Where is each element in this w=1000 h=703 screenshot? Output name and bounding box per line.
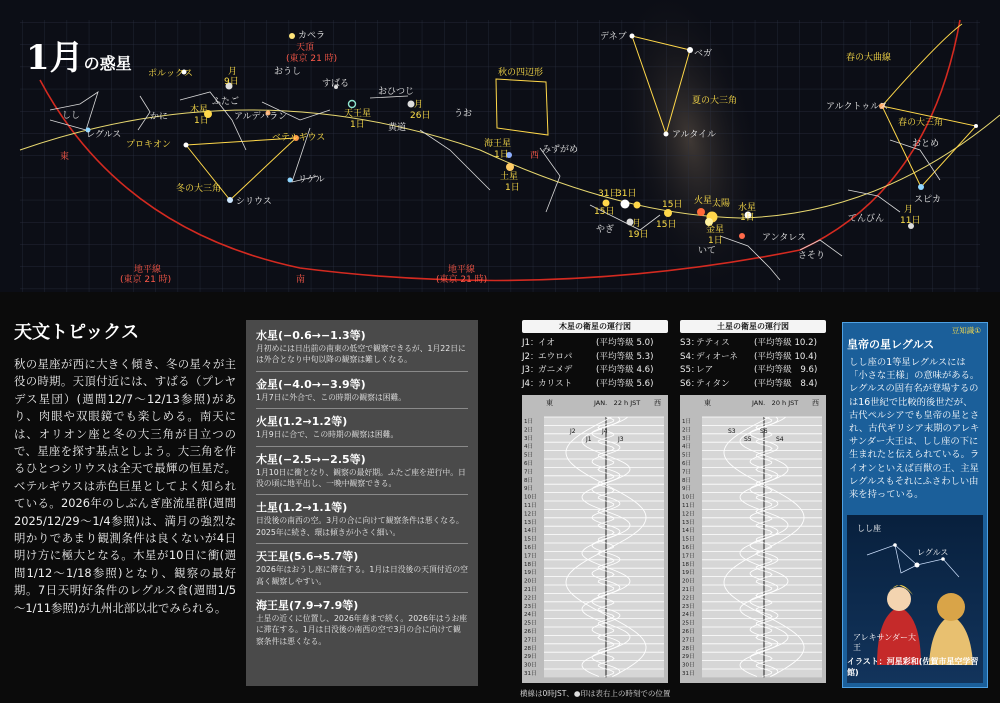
- label-sagittarius: いて: [698, 246, 717, 256]
- day-label: 11日: [524, 503, 537, 510]
- label-sirius: シリウス: [236, 197, 272, 207]
- label-arcturus: アルクトゥルス: [826, 102, 888, 112]
- moon-name: ガニメデ: [538, 365, 573, 376]
- illu-label-regulus: レグルス: [917, 548, 949, 557]
- day-label: 1日: [524, 419, 533, 426]
- jupiter-orbit-chart: [522, 395, 668, 683]
- label-sun: 太陽: [712, 199, 731, 209]
- day-label: 14日: [524, 528, 537, 535]
- day-label: 30日: [524, 662, 537, 669]
- map-title: [26, 30, 132, 79]
- moon-mag: (平均等級 10.2): [754, 338, 817, 348]
- day-label: 5日: [524, 452, 533, 459]
- day-label: 29日: [524, 654, 537, 661]
- trivia-heading: 皇帝の星レグルス: [847, 338, 935, 351]
- east-label: 東: [704, 399, 711, 408]
- saturn-moons-heading: 土星の衛星の運行図: [680, 320, 826, 333]
- label-autumn-square: 秋の四辺形: [498, 68, 544, 78]
- planet-name: 金星(−4.0→−3.9等): [256, 377, 366, 391]
- day-label: 20日: [682, 578, 695, 585]
- label-moon-9: 月: [228, 67, 238, 77]
- label-moon-11: 月: [904, 205, 914, 215]
- day-label: 24日: [682, 612, 695, 619]
- day-label: 31日: [682, 671, 695, 678]
- day-label: 12日: [682, 511, 695, 518]
- label-horizon-right: 地平線: [448, 265, 476, 275]
- moon-tag: J1: [586, 436, 592, 444]
- illu-label-alexander: アレキサンダー大王: [853, 633, 916, 652]
- moon-tag: S4: [776, 436, 784, 444]
- planet-desc: 1月9日に合で、この時期の観察は困難。: [256, 430, 399, 440]
- planet-desc: 1月7日に外合で、この時期の観察は困難。: [256, 392, 407, 402]
- day-label: 13日: [682, 520, 695, 527]
- day-label: 9日: [524, 486, 533, 493]
- day-label: 28日: [682, 646, 695, 653]
- day-label: 28日: [524, 646, 537, 653]
- moon-key: S5：: [680, 365, 700, 376]
- moon-mag: (平均等級 5.3): [596, 351, 654, 362]
- day-label: 21日: [524, 587, 537, 594]
- day-label: 14日: [682, 528, 695, 535]
- label-venus: 金星: [706, 225, 725, 235]
- label-15-b: 15日: [594, 207, 615, 217]
- day-label: 27日: [682, 637, 695, 644]
- moon-tag: S5: [744, 436, 752, 444]
- label-winter-triangle: 冬の大三角: [176, 184, 222, 194]
- label-summer-triangle: 夏の大三角: [692, 96, 738, 106]
- moon-legend-row: [522, 351, 668, 365]
- label-betelgeuse: ベテルギウス: [272, 133, 326, 143]
- moon-legend-row: [522, 378, 668, 392]
- day-label: 5日: [682, 452, 691, 459]
- day-label: 27日: [524, 637, 537, 644]
- label-venus-date: 1日: [708, 236, 723, 246]
- day-label: 26日: [524, 629, 537, 636]
- day-label: 11日: [682, 503, 695, 510]
- label-zenith: 天頂: [296, 43, 315, 53]
- astronomy-topics: [14, 318, 236, 617]
- day-label: 22日: [524, 595, 537, 602]
- label-uranus-date: 1日: [350, 120, 365, 130]
- moon-key: S3：: [680, 338, 700, 348]
- day-label: 10日: [682, 494, 695, 501]
- label-vega: ベガ: [694, 49, 713, 59]
- moon-name: レア: [696, 365, 714, 376]
- label-jupiter-date: 1日: [194, 116, 209, 126]
- planet-entry: [256, 447, 468, 496]
- moon-mag: (平均等級 8.4): [754, 378, 818, 389]
- label-mercury-date: 1日: [740, 213, 755, 223]
- label-taurus: おうし: [274, 67, 302, 77]
- moon-legend-row: [680, 378, 826, 392]
- label-saturn-date: 1日: [505, 183, 520, 193]
- jupiter-moons-heading: 木星の衛星の運行図: [522, 320, 668, 333]
- planet-desc: 月初めには日出前の南東の低空で観察できるが、1月22日には外合となり中旬以降の観察は難しくなる。: [256, 344, 466, 365]
- moon-tag: J3: [618, 436, 624, 444]
- day-label: 8日: [524, 478, 533, 485]
- label-ecliptic: 黄道: [388, 123, 407, 133]
- label-moon-11-date: 11日: [900, 216, 921, 226]
- label-moon-26-date: 26日: [410, 111, 431, 121]
- time-label: JAN. 20 h JST: [752, 399, 799, 408]
- label-aldebaran: アルデバラン: [234, 112, 288, 122]
- moon-key: J1：: [522, 338, 539, 348]
- jupiter-moons-plot: [522, 395, 668, 683]
- label-gemini: ふたご: [212, 97, 240, 107]
- label-regulus: レグルス: [86, 130, 122, 140]
- moon-name: ティタン: [696, 378, 730, 389]
- label-spring-triangle: 春の大三角: [898, 118, 944, 128]
- day-label: 4日: [682, 444, 691, 451]
- day-label: 7日: [524, 469, 533, 476]
- day-label: 9日: [682, 486, 691, 493]
- label-horizon-right-time: (東京 21 時): [436, 275, 488, 285]
- moon-tag: S6: [760, 428, 768, 436]
- saturn-moons-panel: [680, 320, 826, 683]
- plot-area: [702, 417, 822, 677]
- day-label: 13日: [524, 520, 537, 527]
- label-moon-19-date: 19日: [628, 230, 649, 240]
- day-label: 2日: [682, 427, 691, 434]
- label-cancer: かに: [150, 112, 169, 122]
- planet-name: 土星(1.2→1.1等): [256, 501, 348, 515]
- illu-label-leo: しし座: [857, 524, 881, 533]
- day-label: 26日: [682, 629, 695, 636]
- jupiter-moons-panel: [522, 320, 668, 683]
- label-deneb: デネブ: [600, 32, 627, 42]
- planet-name: 木星(−2.5→−2.5等): [256, 452, 366, 466]
- day-label: 19日: [524, 570, 537, 577]
- moon-mag: (平均等級 4.6): [596, 365, 654, 376]
- label-virgo: おとめ: [912, 139, 940, 149]
- label-procyon: プロキオン: [126, 140, 172, 150]
- moon-chart-footnote: 横線は0時JST、●印は表右上の時刻での位置: [520, 689, 671, 698]
- day-label: 17日: [524, 553, 537, 560]
- day-label: 6日: [524, 461, 533, 468]
- moon-tag: J2: [570, 428, 576, 436]
- moon-legend-row: [522, 337, 668, 351]
- day-label: 30日: [682, 662, 695, 669]
- label-pollux: ポルックス: [148, 69, 193, 79]
- planet-entry: [256, 495, 468, 544]
- planet-name: 水星(−0.6→−1.3等): [256, 329, 366, 342]
- label-moon-26: 月: [414, 100, 424, 110]
- moon-key: J2：: [522, 351, 539, 362]
- label-aquarius: みずがめ: [542, 145, 579, 155]
- moon-key: J3：: [522, 365, 539, 376]
- topics-heading: 天文トピックス: [14, 322, 140, 343]
- label-neptune: 海王星: [484, 139, 512, 149]
- moon-legend-row: [680, 351, 826, 365]
- label-horizon-left: 地平線: [134, 265, 162, 275]
- planet-entry: [256, 544, 468, 593]
- label-aries: おひつじ: [378, 87, 415, 97]
- day-label: 3日: [524, 436, 533, 443]
- label-scorpius: さそり: [798, 251, 826, 261]
- day-label: 19日: [682, 570, 695, 577]
- topics-body: 秋の星座が西に大きく傾き、冬の星々が主役の時期。天頂付近には、すばる（プレヤデス星団）(週間12/7～12/13参照)があり、肉眼や双眼鏡でも楽しめる。南天には、オリオン座と冬の大三角が目立つので、星座を探す基点としよう。大三角を作るひとつシリウスは全天で最輝の恒星だ。ベテルギウスは赤色巨星としてよく知られている。2026年のしぶんぎ座流星群(週間2025/12/29～1/4参照)は、満月の強烈な明かりであまり観測条件は良くないが4日明け方に極大となる。木星が10日に衝(週間1/12～1/18参照)となり、観察の最好期。7日天明好条件のレグルス食(週間1/5～1/11参照)が九州北部以北でみられる。: [14, 357, 236, 615]
- trivia-box: [842, 322, 988, 688]
- moon-name: カリスト: [538, 378, 573, 389]
- day-label: 4日: [524, 444, 533, 451]
- moon-legend-row: [680, 364, 826, 378]
- label-east: 東: [60, 152, 70, 162]
- label-mercury: 水星: [738, 203, 757, 213]
- day-label: 10日: [524, 494, 537, 501]
- day-label: 16日: [524, 545, 537, 552]
- day-label: 6日: [682, 461, 691, 468]
- label-west: 西: [530, 151, 540, 161]
- label-saturn: 土星: [500, 172, 519, 182]
- day-label: 23日: [682, 604, 695, 611]
- label-15-c: 15日: [656, 220, 677, 230]
- day-label: 16日: [682, 545, 695, 552]
- west-label: 西: [812, 399, 819, 408]
- label-capricornus: やぎ: [596, 225, 615, 235]
- saturn-moons-plot: [680, 395, 826, 683]
- planet-list: [246, 320, 478, 686]
- moon-name: テティス: [696, 338, 730, 348]
- label-31-a: 31日: [598, 189, 619, 199]
- plot-area: [544, 417, 664, 677]
- day-label: 18日: [524, 562, 537, 569]
- label-leo: しし: [62, 111, 81, 121]
- label-moon-19: 月: [632, 219, 642, 229]
- moon-mag: (平均等級 10.4): [754, 351, 817, 362]
- day-label: 21日: [682, 587, 695, 594]
- label-jupiter: 木星: [190, 105, 209, 115]
- label-mars: 火星: [694, 196, 713, 206]
- day-label: 12日: [524, 511, 537, 518]
- day-label: 15日: [524, 536, 537, 543]
- moon-key: S4：: [680, 351, 700, 362]
- day-label: 25日: [524, 620, 537, 627]
- label-moon-9-date: 9日: [224, 77, 239, 87]
- west-label: 西: [654, 399, 661, 408]
- planet-entry: [256, 372, 468, 409]
- planet-desc: 土星の近くに位置し、2026年春まで続く。2026年はうお座に滞在する。1月は日没後の南西の空で3月の合に向けて観察条件は悪くなる。: [256, 614, 468, 646]
- day-label: 1日: [682, 419, 691, 426]
- day-label: 7日: [682, 469, 691, 476]
- day-label: 22日: [682, 595, 695, 602]
- label-neptune-date: 1日: [494, 150, 509, 160]
- east-label: 東: [546, 399, 553, 408]
- label-antares: アンタレス: [762, 233, 807, 243]
- moon-mag: (平均等級 5.6): [596, 378, 654, 389]
- planet-desc: 日没後の南西の空。3月の合に向けて観察条件は悪くなる。2025年に続き、環は傾きが小さく細い。: [256, 516, 464, 537]
- saturn-orbit-chart: [680, 395, 826, 683]
- map-title-suffix: の惑星: [83, 54, 132, 73]
- trivia-body: しし座の1等星レグルスには「小さな王様」の意味がある。レグルスの固有名が登場するのは16世紀で比較的後世だが、古代ペルシアでも皇帝の星とされ、古代ギリシア末期のアレキサンダー大王は、しし座の下に生まれたと伝えられている。ライオンといえば百獣の王、主星レグルスもそれにふさわしい由来を持っている。: [849, 357, 980, 501]
- moon-key: S6：: [680, 378, 700, 389]
- illustration-credit: イラスト：河星彩和(佐賀市星空学習館): [847, 657, 979, 677]
- day-label: 8日: [682, 478, 691, 485]
- moon-tag: S3: [728, 428, 736, 436]
- moon-mag: (平均等級 9.6): [754, 365, 818, 376]
- planet-name: 天王星(5.6→5.7等): [256, 550, 359, 564]
- day-label: 20日: [524, 578, 537, 585]
- moon-key: J4：: [522, 378, 539, 389]
- moon-mag: (平均等級 5.0): [596, 338, 654, 348]
- day-label: 2日: [524, 427, 533, 434]
- label-pleiades: すばる: [322, 79, 350, 89]
- day-label: 23日: [524, 604, 537, 611]
- day-label: 17日: [682, 553, 695, 560]
- day-label: 31日: [524, 671, 537, 678]
- day-label: 18日: [682, 562, 695, 569]
- planet-name: 火星(1.2→1.2等): [256, 415, 348, 429]
- day-label: 25日: [682, 620, 695, 627]
- label-spica: スピカ: [914, 195, 942, 205]
- day-label: 15日: [682, 536, 695, 543]
- label-31-b: 31日: [616, 189, 637, 199]
- day-label: 3日: [682, 436, 691, 443]
- day-label: 29日: [682, 654, 695, 661]
- planet-entry: [256, 409, 468, 446]
- moon-name: ディオーネ: [696, 351, 738, 362]
- label-altair: アルタイル: [672, 130, 717, 140]
- label-libra: てんびん: [848, 214, 885, 224]
- planet-entry: [256, 323, 468, 372]
- label-uranus: 天王星: [344, 109, 372, 119]
- day-label: 24日: [524, 612, 537, 619]
- moon-legend-row: [680, 337, 826, 351]
- label-south: 南: [296, 275, 306, 285]
- moon-name: エウロパ: [538, 351, 573, 362]
- label-zenith-time: (東京 21 時): [286, 54, 338, 64]
- label-rigel: リゲル: [298, 175, 325, 185]
- planet-desc: 1月10日に衝となり、観察の最好期。ふたご座を逆行中。日没の頃に地平出し、一晩中観察できる。: [256, 467, 466, 489]
- star-chart: [0, 0, 1000, 292]
- map-title-month: 1月: [26, 38, 84, 78]
- planet-entry: [256, 593, 468, 652]
- moon-legend-row: [522, 364, 668, 378]
- label-capella: カペラ: [298, 31, 326, 41]
- label-pisces: うお: [454, 109, 473, 119]
- planet-name: 海王星(7.9→7.9等): [256, 599, 359, 613]
- time-label: JAN. 22 h JST: [594, 399, 641, 408]
- moon-tag: J4: [602, 428, 608, 436]
- label-horizon-left-time: (東京 21 時): [120, 275, 172, 285]
- planet-desc: 2026年はおうし座に滞在する。1月は日没後の天頂付近の空高く観察しやすい。: [256, 565, 468, 586]
- label-spring-curve: 春の大曲線: [846, 53, 892, 63]
- label-15-a: 15日: [662, 200, 683, 210]
- trivia-tag: 豆知識①: [951, 326, 981, 335]
- moon-name: イオ: [538, 338, 555, 348]
